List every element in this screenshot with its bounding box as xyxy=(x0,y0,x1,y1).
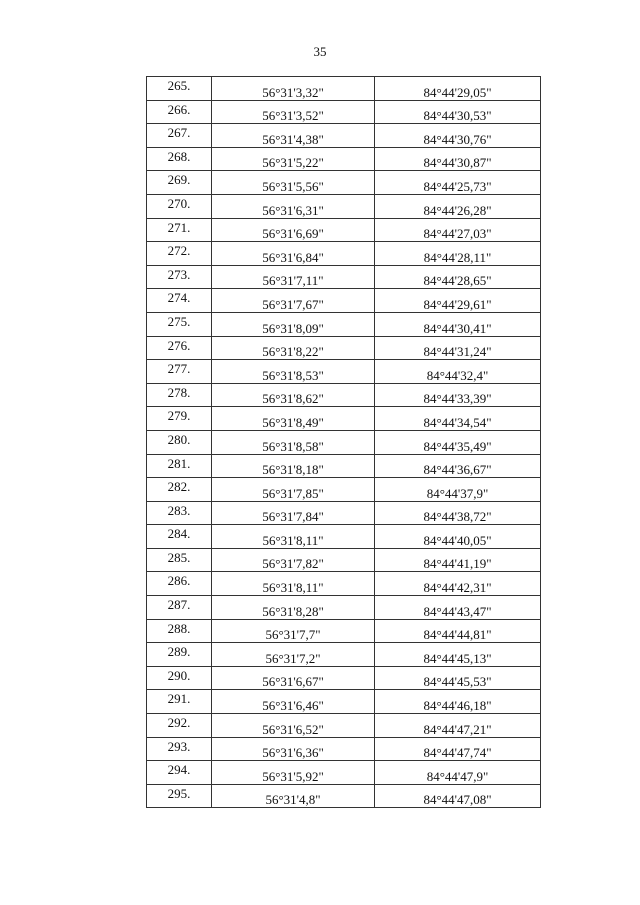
point-number-cell: 279. xyxy=(147,407,212,431)
latitude-cell: 56°31'7,11" xyxy=(212,265,375,289)
latitude-cell: 56°31'6,67" xyxy=(212,666,375,690)
latitude-cell: 56°31'6,36" xyxy=(212,737,375,761)
point-number-cell: 286. xyxy=(147,572,212,596)
table-row xyxy=(147,548,541,572)
table-row xyxy=(147,336,541,360)
latitude-cell: 56°31'8,28" xyxy=(212,596,375,620)
longitude-cell: 84°44'47,21" xyxy=(375,714,541,738)
longitude-cell: 84°44'37,9" xyxy=(375,478,541,502)
latitude-cell: 56°31'3,52" xyxy=(212,100,375,124)
longitude-cell: 84°44'47,9" xyxy=(375,761,541,785)
point-number-cell: 289. xyxy=(147,643,212,667)
table-row xyxy=(147,218,541,242)
longitude-cell: 84°44'30,41" xyxy=(375,312,541,336)
latitude-cell: 56°31'5,56" xyxy=(212,171,375,195)
longitude-cell: 84°44'46,18" xyxy=(375,690,541,714)
latitude-cell: 56°31'7,82" xyxy=(212,548,375,572)
latitude-cell: 56°31'8,62" xyxy=(212,383,375,407)
longitude-cell: 84°44'36,67" xyxy=(375,454,541,478)
longitude-cell: 84°44'35,49" xyxy=(375,430,541,454)
longitude-cell: 84°44'47,08" xyxy=(375,784,541,808)
longitude-cell: 84°44'26,28" xyxy=(375,194,541,218)
longitude-cell: 84°44'27,03" xyxy=(375,218,541,242)
point-number-cell: 272. xyxy=(147,242,212,266)
latitude-cell: 56°31'8,49" xyxy=(212,407,375,431)
point-number-cell: 277. xyxy=(147,360,212,384)
longitude-cell: 84°44'41,19" xyxy=(375,548,541,572)
longitude-cell: 84°44'29,61" xyxy=(375,289,541,313)
longitude-cell: 84°44'47,74" xyxy=(375,737,541,761)
table-row xyxy=(147,690,541,714)
coordinates-table xyxy=(146,76,541,808)
point-number-cell: 274. xyxy=(147,289,212,313)
latitude-cell: 56°31'5,22" xyxy=(212,147,375,171)
table-row xyxy=(147,714,541,738)
longitude-cell: 84°44'42,31" xyxy=(375,572,541,596)
table-row xyxy=(147,147,541,171)
latitude-cell: 56°31'8,22" xyxy=(212,336,375,360)
table-row xyxy=(147,360,541,384)
longitude-cell: 84°44'31,24" xyxy=(375,336,541,360)
longitude-cell: 84°44'32,4" xyxy=(375,360,541,384)
point-number-cell: 281. xyxy=(147,454,212,478)
table-row xyxy=(147,100,541,124)
longitude-cell: 84°44'44,81" xyxy=(375,619,541,643)
table-row xyxy=(147,784,541,808)
point-number-cell: 284. xyxy=(147,525,212,549)
table-row xyxy=(147,407,541,431)
table-row xyxy=(147,77,541,101)
table-row xyxy=(147,643,541,667)
longitude-cell: 84°44'38,72" xyxy=(375,501,541,525)
point-number-cell: 293. xyxy=(147,737,212,761)
point-number-cell: 278. xyxy=(147,383,212,407)
point-number-cell: 269. xyxy=(147,171,212,195)
longitude-cell: 84°44'34,54" xyxy=(375,407,541,431)
latitude-cell: 56°31'8,11" xyxy=(212,525,375,549)
table-row xyxy=(147,430,541,454)
latitude-cell: 56°31'6,69" xyxy=(212,218,375,242)
longitude-cell: 84°44'45,13" xyxy=(375,643,541,667)
table-row xyxy=(147,478,541,502)
longitude-cell: 84°44'28,11" xyxy=(375,242,541,266)
table-row xyxy=(147,194,541,218)
longitude-cell: 84°44'30,76" xyxy=(375,124,541,148)
table-row xyxy=(147,242,541,266)
longitude-cell: 84°44'25,73" xyxy=(375,171,541,195)
longitude-cell: 84°44'28,65" xyxy=(375,265,541,289)
latitude-cell: 56°31'8,09" xyxy=(212,312,375,336)
latitude-cell: 56°31'6,31" xyxy=(212,194,375,218)
latitude-cell: 56°31'5,92" xyxy=(212,761,375,785)
point-number-cell: 266. xyxy=(147,100,212,124)
table-row xyxy=(147,289,541,313)
latitude-cell: 56°31'7,84" xyxy=(212,501,375,525)
latitude-cell: 56°31'6,52" xyxy=(212,714,375,738)
latitude-cell: 56°31'7,7" xyxy=(212,619,375,643)
point-number-cell: 270. xyxy=(147,194,212,218)
point-number-cell: 287. xyxy=(147,596,212,620)
latitude-cell: 56°31'7,85" xyxy=(212,478,375,502)
latitude-cell: 56°31'4,8" xyxy=(212,784,375,808)
latitude-cell: 56°31'4,38" xyxy=(212,124,375,148)
longitude-cell: 84°44'30,53" xyxy=(375,100,541,124)
point-number-cell: 292. xyxy=(147,714,212,738)
point-number-cell: 285. xyxy=(147,548,212,572)
table-row xyxy=(147,124,541,148)
point-number-cell: 268. xyxy=(147,147,212,171)
latitude-cell: 56°31'7,67" xyxy=(212,289,375,313)
table-row xyxy=(147,737,541,761)
point-number-cell: 291. xyxy=(147,690,212,714)
page-number: 35 xyxy=(313,44,327,59)
longitude-cell: 84°44'29,05" xyxy=(375,77,541,101)
table-row xyxy=(147,383,541,407)
point-number-cell: 276. xyxy=(147,336,212,360)
latitude-cell: 56°31'8,53" xyxy=(212,360,375,384)
coordinates-table-body xyxy=(147,77,541,808)
longitude-cell: 84°44'30,87" xyxy=(375,147,541,171)
longitude-cell: 84°44'43,47" xyxy=(375,596,541,620)
longitude-cell: 84°44'33,39" xyxy=(375,383,541,407)
latitude-cell: 56°31'6,46" xyxy=(212,690,375,714)
longitude-cell: 84°44'40,05" xyxy=(375,525,541,549)
point-number-cell: 280. xyxy=(147,430,212,454)
latitude-cell: 56°31'7,2" xyxy=(212,643,375,667)
table-row xyxy=(147,619,541,643)
table-row xyxy=(147,761,541,785)
table-row xyxy=(147,525,541,549)
point-number-cell: 283. xyxy=(147,501,212,525)
point-number-cell: 294. xyxy=(147,761,212,785)
point-number-cell: 265. xyxy=(147,77,212,101)
latitude-cell: 56°31'6,84" xyxy=(212,242,375,266)
latitude-cell: 56°31'8,11" xyxy=(212,572,375,596)
table-row xyxy=(147,312,541,336)
point-number-cell: 288. xyxy=(147,619,212,643)
table-row xyxy=(147,171,541,195)
table-row xyxy=(147,454,541,478)
latitude-cell: 56°31'8,18" xyxy=(212,454,375,478)
point-number-cell: 273. xyxy=(147,265,212,289)
point-number-cell: 282. xyxy=(147,478,212,502)
point-number-cell: 290. xyxy=(147,666,212,690)
point-number-cell: 295. xyxy=(147,784,212,808)
latitude-cell: 56°31'8,58" xyxy=(212,430,375,454)
point-number-cell: 275. xyxy=(147,312,212,336)
point-number-cell: 271. xyxy=(147,218,212,242)
table-row xyxy=(147,265,541,289)
table-row xyxy=(147,501,541,525)
table-row xyxy=(147,666,541,690)
point-number-cell: 267. xyxy=(147,124,212,148)
table-row xyxy=(147,572,541,596)
table-row xyxy=(147,596,541,620)
latitude-cell: 56°31'3,32" xyxy=(212,77,375,101)
longitude-cell: 84°44'45,53" xyxy=(375,666,541,690)
